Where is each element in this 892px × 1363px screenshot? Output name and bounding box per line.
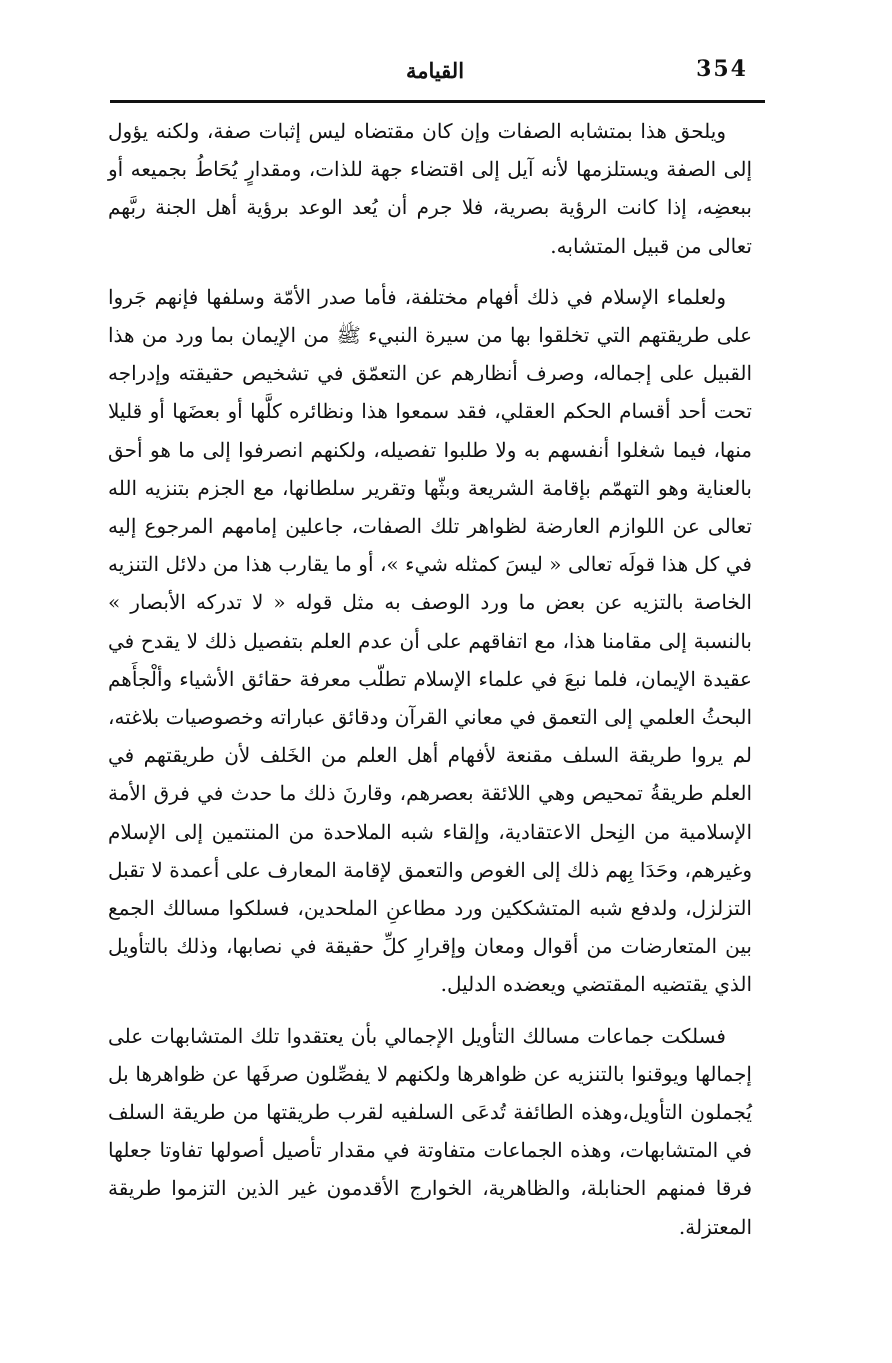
page-header [110, 52, 760, 100]
page-number: 354 [696, 56, 748, 82]
paragraph-2: ولعلماء الإسلام في ذلك أفهام مختلفة، فأما صدر الأمّة وسلفها فإنهم جَروا على طريقتهم التي تخلقوا بها من سيرة النبيء ﷺ من الإيمان بما ورد من هذا القبيل على إجماله، وصرف أنظارهم عن التعمّق في تشخيص حقيقته وإدراجه تحت أحد أقسام الحكم العقلي، فقد سمعوا هذا ونظائره كلَّها أو بعضَها أو قليلا منها، فيما شغلوا أنفسهم به ولا طلبوا تفصيله، ولكنهم انصرفوا إلى ما هو أحق بالعناية وهو التهمّم بإقامة الشريعة وبثّها وتقرير سلطانها، مع الجزم بتنزيه الله تعالى عن اللوازم العارضة لظواهر تلك الصفات، جاعلين إمامهم المرجوع إليه في كل هذا قولَه تعالى « ليسَ كمثله شيء »، أو ما يقارب هذا من دلائل التنزيه الخاصة بالتزيه عن بعض ما ورد الوصف به مثل قوله « لا تدركه الأبصار » بالنسبة إلى مقامنا هذا، مع اتفاقهم على أن عدم العلم بتفصيل ذلك لا يقدح في عقيدة الإيمان، فلما نبعَ في علماء الإسلام تطلّب معرفة حقائق الأشياء وألْجأَهم البحثُ العلمي إلى التعمق في معاني القرآن ودقائق عباراته وخصوصيات بلاغته، لم يروا طريقة السلف مقنعة لأفهام أهل العلم من الخَلف لأن طريقتهم في العلم طريقةُ تمحيص وهي اللائقة بعصرهم، وقارنَ ذلك ما حدث في فرق الأمة الإسلامية من النِحل الاعتقادية، وإلقاء شبه الملاحدة من المنتمين إلى الإسلام وغيرهم، وحَدَا بِهم ذلك إلى الغوص والتعمق لإقامة المعارف على أعمدة لا تقبل التزلزل، ولدفع شبه المتشككين ورد مطاعنِ الملحدين، فسلكوا مسالك الجمع بين المتعارضات من أقوال ومعان وإقرارِ كلِّ حقيقة في نصابها، وذلك بالتأويل الذي يقتضيه المقتضي ويعضده الدليل. [108, 284, 752, 997]
running-title: القيامة [405, 58, 465, 83]
paragraph-1: ويلحق هذا بمتشابه الصفات وإن كان مقتضاه ليس إثبات صفة، ولكنه يؤول إلى الصفة ويستلزمها لأنه آيل إلى اقتضاء جهة للذات، ومقدارٍ يُحَاطُ بجميعه أو ببعضِه، إذا كانت الرؤية بصرية، فلا جرم أن يُعد الوعد برؤية أهل الجنة ربَّهم تعالى من قبيل المتشابه. [108, 119, 752, 258]
body-text [108, 112, 752, 1246]
paragraph-3: فسلكت جماعات مسالك التأويل الإجمالي بأن يعتقدوا تلك المتشابهات على إجمالها ويوقنوا بالتنزيه عن ظواهرها ولكنهم لا يفصِّلون صرفَها عن ظواهرها بل يُجملون التأويل،وهذه الطائفة تُدعَى السلفيه لقرب طريقتها من طريقة السلف في المتشابهات، وهذه الجماعات متفاوتة في مقدار تأصيل أصولها تفاوتا جعلها فرقا فمنهم الحنابلة، والظاهرية، الخوارج الأقدمون غير الذين التزموا طريقة المعتزلة. [108, 1023, 752, 1239]
header-rule [110, 100, 765, 103]
